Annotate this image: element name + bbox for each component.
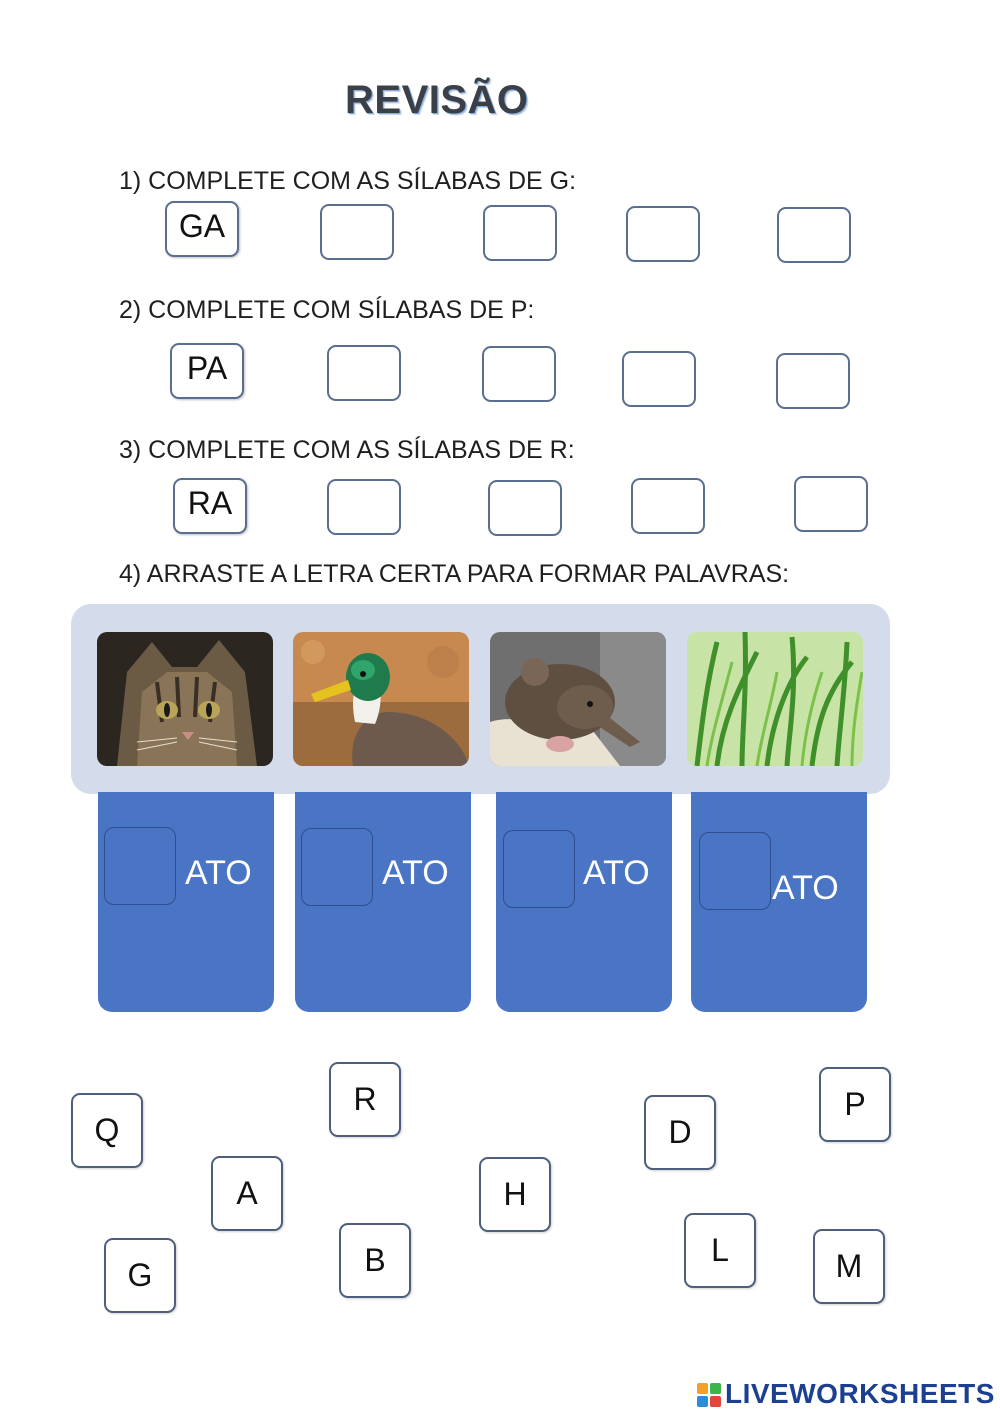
word-card-4 xyxy=(691,792,867,1012)
question-1-prompt: 1) COMPLETE COM AS SÍLABAS DE G: xyxy=(119,167,577,195)
answer-box-g-1[interactable] xyxy=(320,204,394,260)
answer-box-p-3[interactable] xyxy=(622,351,696,407)
brand-name: LIVEWORKSHEETS xyxy=(725,1378,995,1409)
answer-box-g-4[interactable] xyxy=(777,207,851,263)
duck-image xyxy=(293,632,469,766)
page-title: REVISÃO xyxy=(345,78,529,122)
answer-box-p-4[interactable] xyxy=(776,353,850,409)
letter-tile-g[interactable]: G xyxy=(104,1238,176,1313)
answer-box-r-3[interactable] xyxy=(631,478,705,534)
question-4-prompt: 4) ARRASTE A LETRA CERTA PARA FORMAR PALAVRAS: xyxy=(119,560,790,588)
letter-tile-h[interactable]: H xyxy=(479,1157,551,1232)
letter-tile-q[interactable]: Q xyxy=(71,1093,143,1168)
letter-tile-a[interactable]: A xyxy=(211,1156,283,1231)
question-2-prompt: 2) COMPLETE COM SÍLABAS DE P: xyxy=(119,296,535,324)
example-syllable-g: GA xyxy=(165,201,239,257)
letter-tile-d[interactable]: D xyxy=(644,1095,716,1170)
example-syllable-p: PA xyxy=(170,343,244,399)
letter-tile-p[interactable]: P xyxy=(819,1067,891,1142)
answer-box-p-1[interactable] xyxy=(327,345,401,401)
example-syllable-r: RA xyxy=(173,478,247,534)
drop-slot-3[interactable] xyxy=(503,830,575,908)
answer-box-r-2[interactable] xyxy=(488,480,562,536)
letter-tile-l[interactable]: L xyxy=(684,1213,756,1288)
cat-image xyxy=(97,632,273,766)
answer-box-g-3[interactable] xyxy=(626,206,700,262)
mouse-image xyxy=(490,632,666,766)
answer-box-p-2[interactable] xyxy=(482,346,556,402)
word-card-2 xyxy=(295,792,471,1012)
word-suffix-3: ATO xyxy=(583,854,650,892)
drop-slot-4[interactable] xyxy=(699,832,771,910)
word-suffix-2: ATO xyxy=(382,854,449,892)
word-card-3 xyxy=(496,792,672,1012)
drop-slot-1[interactable] xyxy=(104,827,176,905)
answer-box-r-1[interactable] xyxy=(327,479,401,535)
grass-image xyxy=(687,632,863,766)
word-suffix-1: ATO xyxy=(185,854,252,892)
liveworksheets-logo-icon xyxy=(697,1382,721,1406)
question-3-prompt: 3) COMPLETE COM AS SÍLABAS DE R: xyxy=(119,436,575,464)
letter-tile-r[interactable]: R xyxy=(329,1062,401,1137)
word-card-1 xyxy=(98,792,274,1012)
brand-footer xyxy=(697,1378,995,1410)
letter-tile-b[interactable]: B xyxy=(339,1223,411,1298)
answer-box-g-2[interactable] xyxy=(483,205,557,261)
word-suffix-4: ATO xyxy=(772,869,839,907)
drop-slot-2[interactable] xyxy=(301,828,373,906)
letter-tile-m[interactable]: M xyxy=(813,1229,885,1304)
answer-box-r-4[interactable] xyxy=(794,476,868,532)
